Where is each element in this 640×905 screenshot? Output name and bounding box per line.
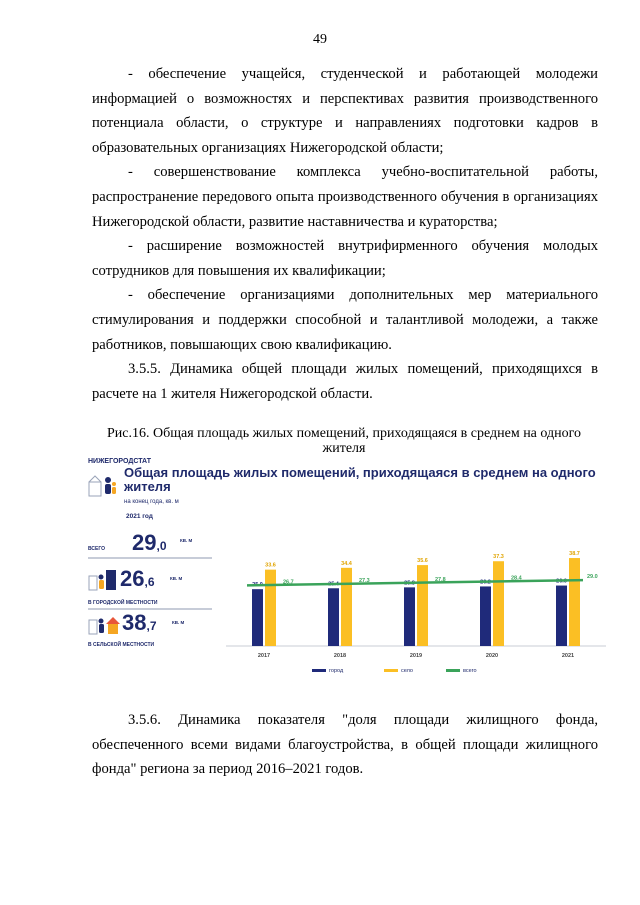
bar-city: [404, 587, 415, 646]
data-label-total: 29.0: [587, 574, 598, 581]
data-label-total: 26.7: [283, 579, 294, 586]
brand-label: НИЖЕГОРОДСТАТ: [88, 458, 152, 465]
bar-city: [480, 586, 491, 646]
stat-unit: КВ. М: [170, 576, 183, 581]
legend-item-village: село: [384, 668, 413, 674]
body-text-bottom: [92, 708, 598, 782]
bar-village: [569, 558, 580, 646]
family-house-icon: [88, 472, 118, 500]
unit-note: на конец года, кв. м: [124, 499, 179, 505]
bar-village: [265, 570, 276, 646]
data-label-total: 27.8: [435, 576, 446, 583]
legend-swatch: [384, 669, 398, 672]
paragraph: 3.5.6. Динамика показателя "доля площади жилищного фонда, обеспеченного всеми видами благоустройства, в общей площади жилищного фонда" региона за период 2016–2021 годов.: [92, 712, 598, 778]
city-buildings-icon: [88, 568, 118, 592]
bar-city: [556, 586, 567, 646]
data-label-village: 38.7: [569, 551, 580, 558]
stat-label: В ГОРОДСКОЙ МЕСТНОСТИ: [88, 600, 158, 606]
bar-village: [417, 565, 428, 646]
stat-value: 29,0: [132, 530, 167, 555]
paragraph: 3.5.5. Динамика общей площади жилых помещений, приходящихся в расчете на 1 жителя Нижегородской области.: [92, 361, 598, 402]
legend-item-city: город: [312, 668, 343, 674]
x-tick-label: 2021: [561, 653, 575, 659]
x-tick-label: 2017: [257, 653, 271, 659]
paragraph: - обеспечение учащейся, студенческой и работающей молодежи информацией о возможностях и перспективах развития производственного потенциала области, о структуре и направлениях подготовки кадров в образовательных организациях Нижегородской области;: [92, 66, 598, 156]
bar-village: [341, 568, 352, 646]
legend-swatch: [312, 669, 326, 672]
data-label-village: 35.6: [417, 558, 428, 565]
data-label-total: 28.4: [511, 575, 522, 582]
data-label-village: 33.6: [265, 562, 276, 569]
stat-label: ВСЕГО: [88, 546, 106, 552]
paragraph: - совершенствование комплекса учебно-воспитательной работы, распространение передового опыта производственного обучения в организациях Нижегородской области, развитие наставничества и кураторства;: [92, 164, 598, 230]
stat-unit: КВ. М: [180, 538, 193, 543]
x-tick-label: 2019: [409, 653, 423, 659]
data-label-village: 34.4: [341, 560, 352, 567]
figure-caption: Рис.16. Общая площадь жилых помещений, приходящаяся в среднем на одного жителя: [106, 426, 582, 456]
paragraph: - обеспечение организациями дополнительных мер материального стимулирования и поддержки способной и талантливой молодежи, а также работников, повышающих свою квалификацию.: [92, 287, 598, 353]
data-label-village: 37.3: [493, 554, 504, 561]
bar-city: [252, 589, 263, 646]
body-text: [92, 62, 598, 406]
legend-item-total: всего: [446, 668, 477, 674]
page-number: 49: [313, 32, 327, 47]
infographic-title: Общая площадь жилых помещений, приходящаяся в среднем на одного жителя: [124, 465, 596, 494]
bar-city: [328, 588, 339, 646]
stat-value: 38,7: [122, 610, 157, 635]
infographic: [86, 458, 606, 690]
paragraph: - расширение возможностей внутрифирменного обучения молодых сотрудников для повышения их квалификации;: [92, 238, 598, 279]
legend-swatch: [446, 669, 460, 672]
village-house-icon: [88, 612, 120, 636]
data-label-total: 27.3: [359, 577, 370, 584]
stat-total: [88, 530, 212, 556]
stat-unit: КВ. М: [172, 620, 185, 625]
x-tick-label: 2020: [485, 653, 499, 659]
stat-urban: [88, 566, 212, 606]
divider: [88, 557, 212, 559]
bar-village: [493, 561, 504, 646]
stat-value: 26,6: [120, 566, 155, 591]
bar-chart: [226, 534, 606, 662]
stat-rural: [88, 610, 212, 650]
stat-label: В СЕЛЬСКОЙ МЕСТНОСТИ: [88, 642, 155, 648]
x-tick-label: 2018: [333, 653, 347, 659]
year-label: 2021 год: [126, 513, 153, 520]
